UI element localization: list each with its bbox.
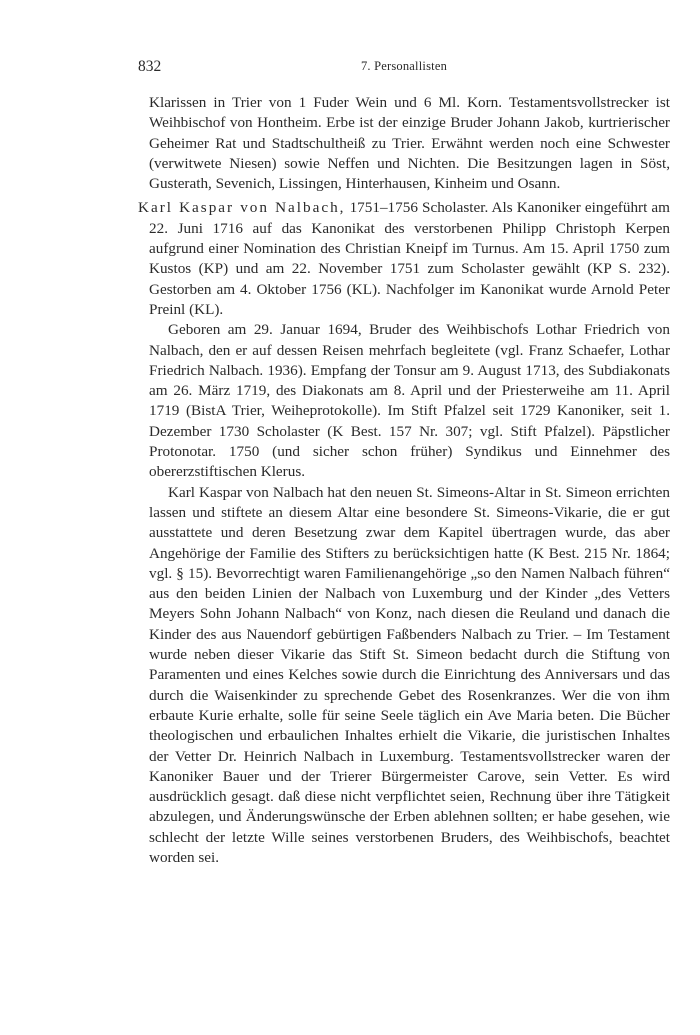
- entry-name: Karl Kaspar von Nalbach,: [138, 199, 346, 217]
- running-head: 7. Personallisten: [360, 59, 448, 73]
- biography-paragraph: Geboren am 29. Januar 1694, Bruder des Weihbischofs Lothar Friedrich von Nalbach, den er auf dessen Reisen mehrfach begleitete (vgl. Franz Schaefer, Lothar Friedrich Nalbach. 1936). Empfang der Tonsur am 9. August 1713, des Subdiakonats am 26. März 1719, des Diakonats am 8. April und der Priesterweihe am 11. April 1719 (BistA Trier, Weiheprotokolle). Im Stift Pfalzel seit 1729 Kanoniker, seit 1. Dezember 1730 Scholaster (K Best. 157 Nr. 307; vgl. Stift Pfalzel). Päpstlicher Protonotar. 1750 (und sicher schon früher) Syndikus und Einnehmer des obererzstiftischen Klerus.: [149, 321, 670, 481]
- continued-paragraph: Klarissen in Trier von 1 Fuder Wein und 6 Ml. Korn. Testamentsvollstrecker ist Weihbischof von Hontheim. Erbe ist der einzige Bruder Johann Jakob, kurtrierischer Geheimer Rat und Stadtschultheiß zu Trier. Erwähnt werden noch eine Schwester (verwitwete Niesen) sowie Neffen und Nichten. Die Besitzungen lagen in Söst, Gusterath, Sevenich, Lissingen, Hinterhausen, Kinheim und Osann.: [149, 94, 670, 193]
- page-header: [138, 58, 670, 78]
- person-entry: [138, 198, 670, 320]
- body-text: [138, 93, 670, 868]
- foundation-paragraph: Karl Kaspar von Nalbach hat den neuen St. Simeons-Altar in St. Simeon errichten lassen und stiftete an diesem Altar eine besondere St. Simeons-Vikarie, die er gut ausstattete und deren Besetzung zwar dem Kapitel übertragen wurde, das aber Angehörige der Familie des Stifters zu berücksichtigen hatte (K Best. 215 Nr. 1864; vgl. § 15). Bevorrechtigt waren Familienangehörige „so den Namen Nalbach führen“ aus den beiden Linien der Nalbach von Luxemburg und der Kinder „des Vetters Meyers Sohn Johann Nalbach“ von Konz, nach diesen die Reuland und danach die Kinder des aus Nauendorf gebürtigen Faßbenders Nalbach zu Trier. – Im Testament wurde neben dieser Vikarie das Stift St. Simeon bedacht durch die Stiftung von Paramenten und eines Kelches sowie durch die Einrichtung des Anniversars und das durch die Waisenkinder zu sprechende Gebet des Rosenkranzes. Wer die von ihm erbaute Kurie erhalte, solle für seine Seele täglich ein Ave Maria beten. Die Bücher theologischen und erbaulichen Inhaltes erhielt die Vikarie, die juristischen Inhaltes der Vetter Dr. Heinrich Nalbach in Luxemburg. Testamentsvollstrecker waren der Kanoniker Bauer und der Trierer Bürgermeister Carove, sein Vetter. Es wird ausdrücklich gesagt. daß diese nicht verpflichtet seien, Rechnung über ihre Tätigkeit abzulegen, und Änderungswünsche der Erben ablehnen sollten; er habe gesehen, wie schlecht der letzte Wille seines verstorbenen Bruders, des Weihbischofs, beachtet worden sei.: [149, 483, 670, 866]
- page-number: 832: [138, 58, 162, 75]
- entry-text: 1751–1756 Scholaster. Als Kanoniker eingeführt am 22. Juni 1716 auf das Kanonikat des verstorbenen Philipp Christoph Kerpen aufgrund einer Nomination des Christian Kneipf im Turnus. Am 15. April 1750 zum Kustos (KP) und am 22. November 1751 zum Scholaster gewählt (KP S. 232). Gestorben am 4. Oktober 1756 (KL). Nachfolger im Kanonikat wurde Arnold Peter Preinl (KL).: [149, 199, 670, 318]
